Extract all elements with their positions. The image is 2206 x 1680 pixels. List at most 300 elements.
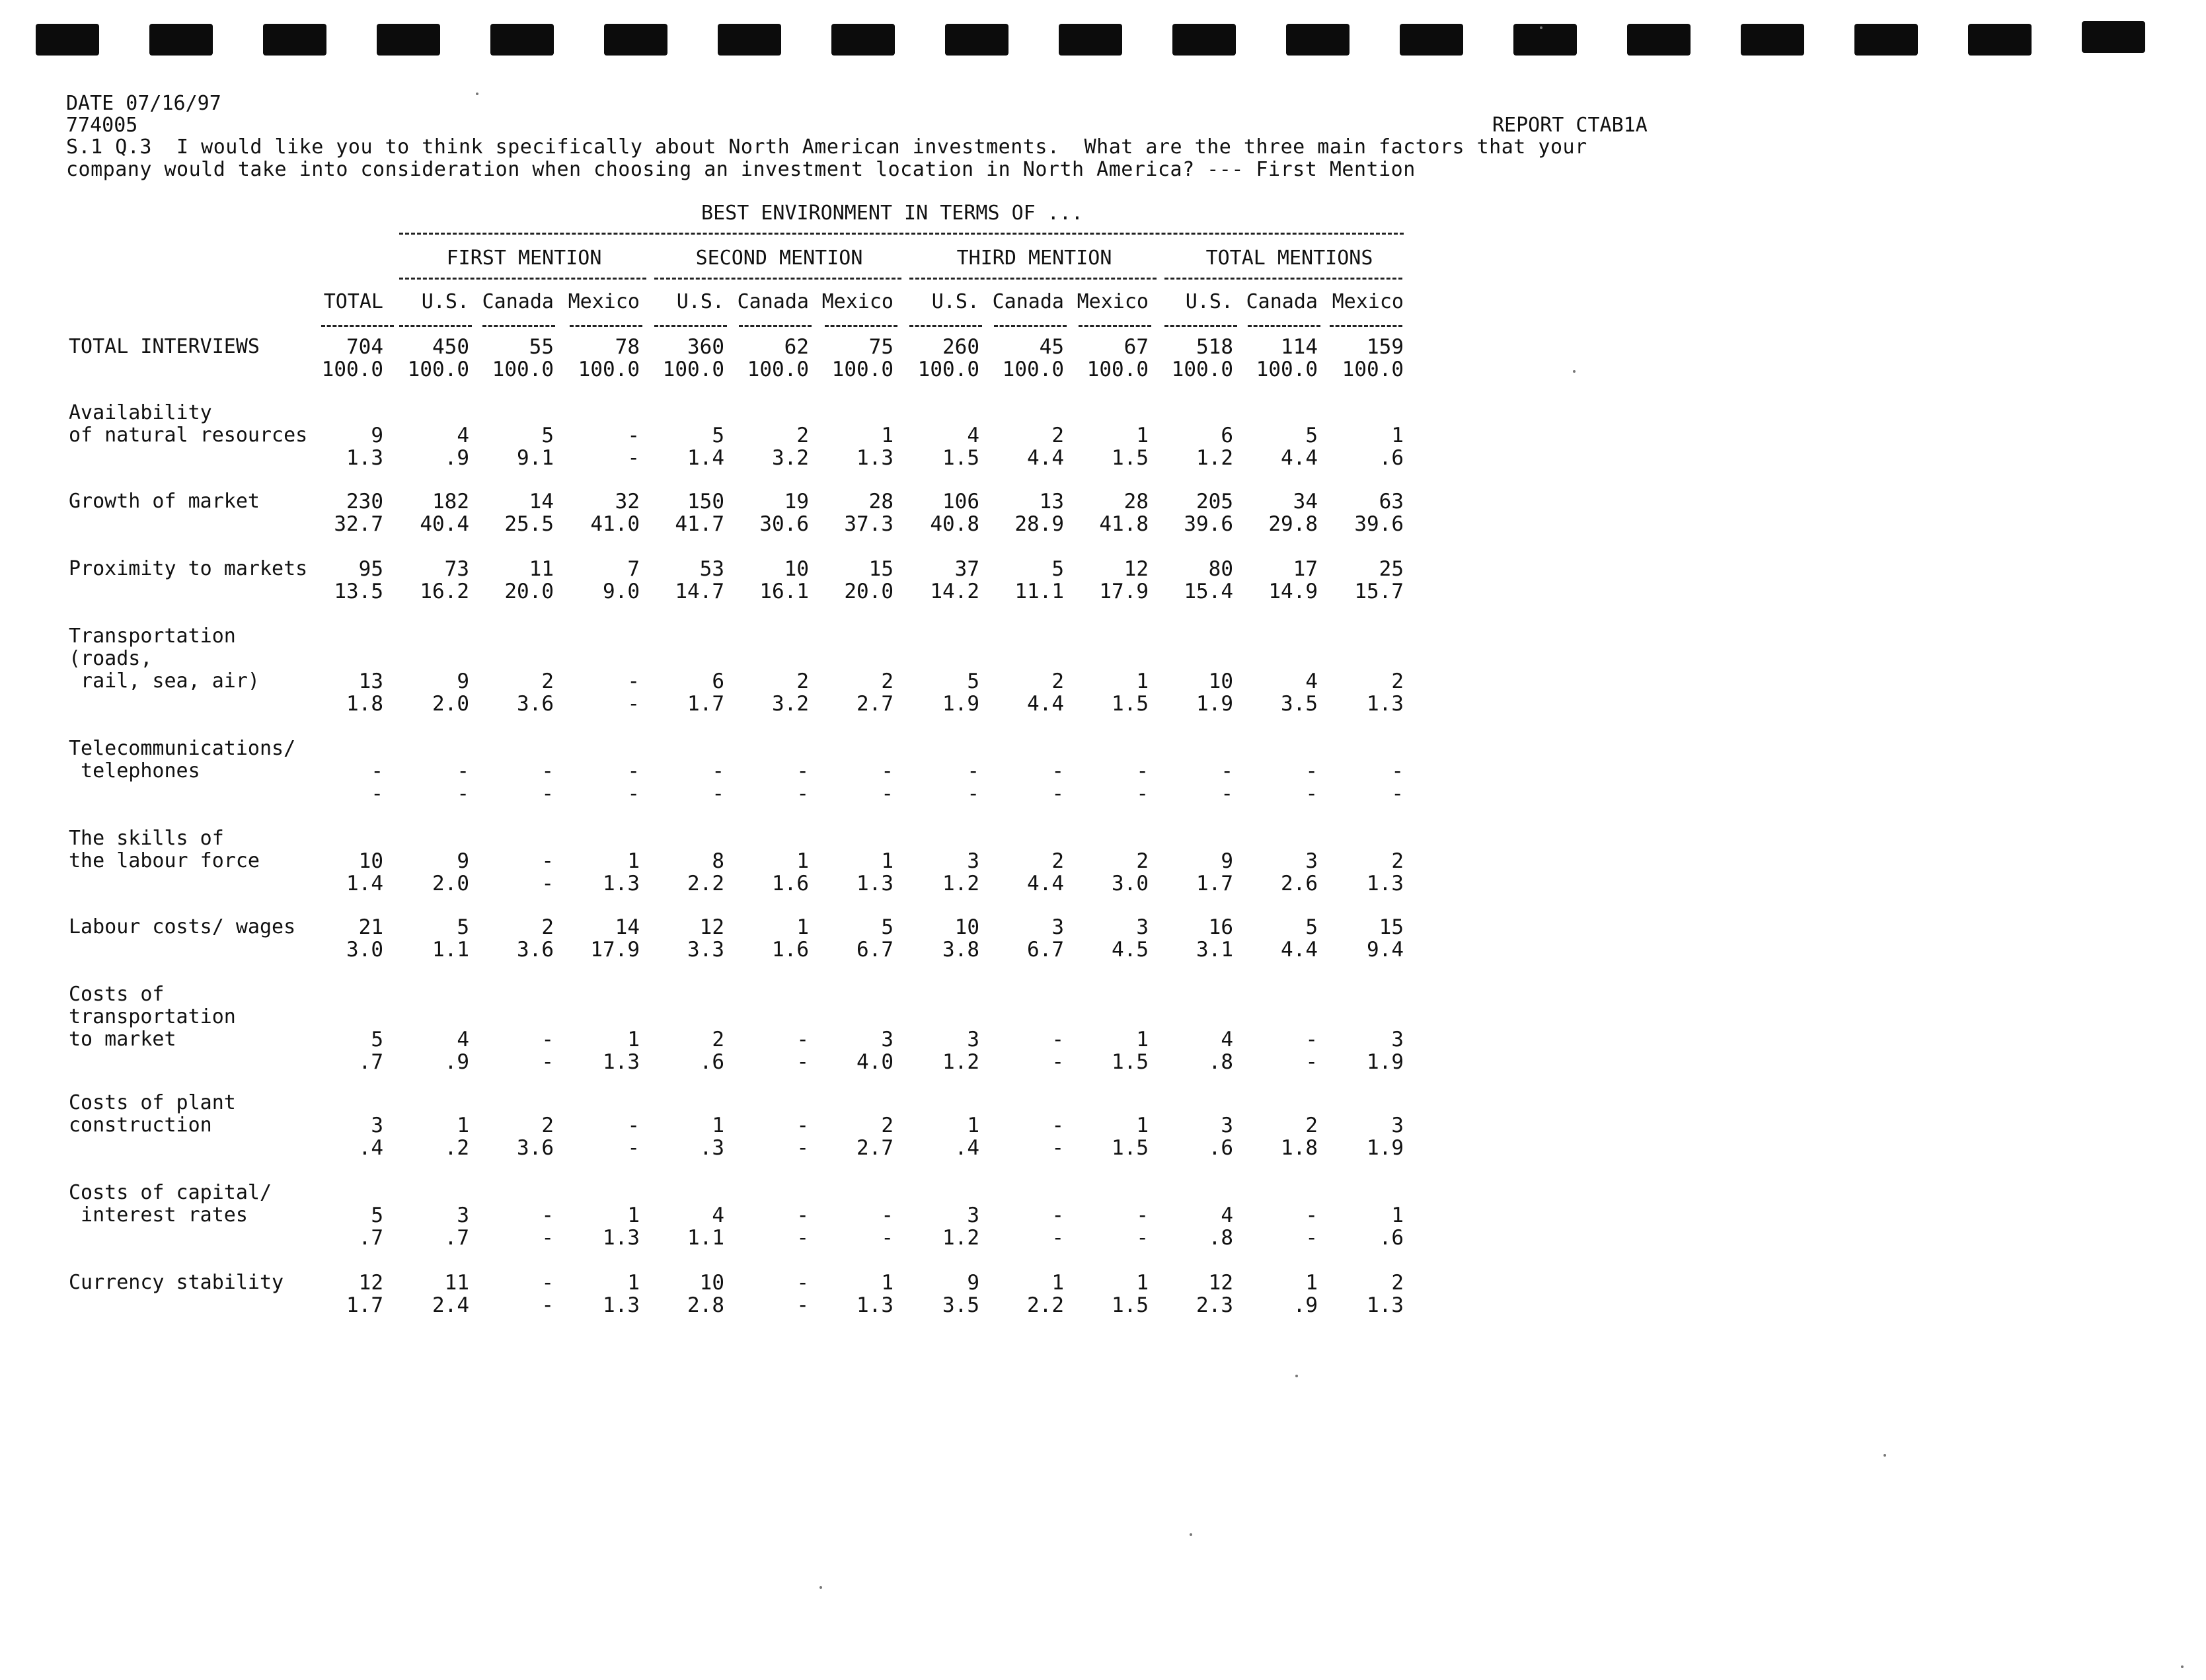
cell-count: 13 xyxy=(1039,490,1064,514)
cell-percent: 2.2 xyxy=(1027,1293,1064,1317)
col-header-canada: Canada xyxy=(1246,290,1318,313)
cell-percent: 1.4 xyxy=(687,446,724,470)
cell-count: 1 xyxy=(1136,1271,1149,1295)
cell-percent: 1.2 xyxy=(1196,446,1233,470)
cell-percent: 100.0 xyxy=(831,358,894,381)
perforation-hole xyxy=(945,24,1008,56)
column-underline xyxy=(570,325,642,327)
cell-percent: 2.3 xyxy=(1196,1293,1233,1317)
row-label: telephones xyxy=(69,759,200,783)
cell-count: - xyxy=(1391,759,1404,783)
cell-percent: 17.9 xyxy=(1099,580,1149,603)
cell-percent: 1.3 xyxy=(856,1293,894,1317)
cell-count: 3 xyxy=(1305,849,1318,873)
cell-count: 28 xyxy=(1123,490,1149,514)
cell-percent: 3.0 xyxy=(1112,872,1149,896)
cell-count: 1 xyxy=(967,1114,979,1137)
cell-percent: 100.0 xyxy=(1171,358,1233,381)
cell-percent: 3.5 xyxy=(1281,692,1318,716)
perforation-hole xyxy=(1741,24,1804,56)
cell-count: 150 xyxy=(687,490,724,514)
table-cell xyxy=(1298,490,1404,535)
cell-percent: 29.8 xyxy=(1268,512,1318,536)
cell-percent: - xyxy=(627,782,640,806)
group-third-mention: THIRD MENTION xyxy=(956,247,1112,270)
scan-speck xyxy=(2181,1665,2184,1668)
cell-count: 5 xyxy=(457,915,469,939)
cell-percent: .6 xyxy=(1379,446,1404,470)
cell-count: 4 xyxy=(1305,669,1318,693)
row-label: (roads, xyxy=(69,647,153,670)
table-cell xyxy=(1298,336,1404,381)
cell-percent: 20.0 xyxy=(844,580,894,603)
cell-count: 2 xyxy=(1136,849,1149,873)
cell-percent: 1.5 xyxy=(942,446,979,470)
cell-count: 9 xyxy=(457,669,469,693)
scan-speck xyxy=(1573,370,1576,373)
cell-percent: 4.4 xyxy=(1281,446,1318,470)
cell-count: 2 xyxy=(1051,849,1064,873)
cell-count: 3 xyxy=(1136,915,1149,939)
cell-count: 5 xyxy=(541,424,554,447)
cell-count: 62 xyxy=(784,335,809,359)
cell-percent: 1.9 xyxy=(942,692,979,716)
cell-count: 3 xyxy=(1051,915,1064,939)
cell-percent: 1.3 xyxy=(603,872,640,896)
table-cell xyxy=(1298,670,1404,715)
cell-percent: .4 xyxy=(358,1136,383,1160)
cell-count: 5 xyxy=(881,915,894,939)
cell-count: - xyxy=(1305,759,1318,783)
group-rule-total xyxy=(1164,278,1402,280)
cell-percent: 1.3 xyxy=(603,1050,640,1074)
cell-count: 182 xyxy=(432,490,469,514)
cell-count: 2 xyxy=(881,1114,894,1137)
cell-count: - xyxy=(796,1028,809,1051)
cell-count: 1 xyxy=(627,1028,640,1051)
cell-count: 10 xyxy=(699,1271,724,1295)
cell-percent: 1.3 xyxy=(856,872,894,896)
cell-percent: 2.7 xyxy=(856,692,894,716)
cell-percent: 100.0 xyxy=(1086,358,1149,381)
cell-percent: 2.2 xyxy=(687,872,724,896)
cell-percent: 4.5 xyxy=(1112,938,1149,962)
cell-count: 3 xyxy=(881,1028,894,1051)
cell-percent: - xyxy=(1305,1226,1318,1250)
cell-count: - xyxy=(541,1203,554,1227)
cell-percent: 100.0 xyxy=(917,358,979,381)
perforation-hole xyxy=(1400,24,1463,56)
cell-count: 5 xyxy=(1305,424,1318,447)
row-label: construction xyxy=(69,1114,212,1137)
cell-percent: 100.0 xyxy=(321,358,383,381)
cell-percent: - xyxy=(371,782,383,806)
col-header-mexico: Mexico xyxy=(1332,290,1404,313)
cell-percent: 1.7 xyxy=(346,1293,383,1317)
cell-count: 260 xyxy=(942,335,979,359)
cell-percent: 1.9 xyxy=(1367,1136,1404,1160)
cell-count: 1 xyxy=(1391,424,1404,447)
row-label: Proximity to markets xyxy=(69,557,308,580)
cell-count: 4 xyxy=(457,1028,469,1051)
cell-count: - xyxy=(1136,759,1149,783)
cell-count: 32 xyxy=(615,490,640,514)
scan-speck xyxy=(819,1586,822,1589)
cell-count: 4 xyxy=(967,424,979,447)
question-text-line-2: company would take into consideration when choosing an investment location in North America? --- First Mention xyxy=(66,158,1416,181)
cell-percent: 1.2 xyxy=(942,872,979,896)
cell-count: 3 xyxy=(1221,1114,1233,1137)
perforation-hole xyxy=(604,24,667,56)
cell-count: 73 xyxy=(444,557,469,581)
cell-percent: 2.0 xyxy=(432,872,469,896)
cell-count: 15 xyxy=(868,557,894,581)
cell-count: 2 xyxy=(541,1114,554,1137)
cell-count: - xyxy=(627,424,640,447)
cell-percent: - xyxy=(796,1293,809,1317)
cell-count: 1 xyxy=(627,1203,640,1227)
cell-count: 2 xyxy=(1051,669,1064,693)
cell-percent: 1.5 xyxy=(1112,446,1149,470)
cell-count: 10 xyxy=(784,557,809,581)
cell-percent: 1.6 xyxy=(772,872,809,896)
cell-percent: - xyxy=(796,1226,809,1250)
perforation-hole xyxy=(1627,24,1691,56)
cell-percent: 1.5 xyxy=(1112,692,1149,716)
cell-percent: 1.6 xyxy=(772,938,809,962)
cell-count: - xyxy=(457,759,469,783)
cell-count: 2 xyxy=(1305,1114,1318,1137)
row-label: rail, sea, air) xyxy=(69,669,260,693)
cell-count: 37 xyxy=(954,557,979,581)
cell-count: 4 xyxy=(457,424,469,447)
cell-percent: 4.4 xyxy=(1027,446,1064,470)
perforation-hole xyxy=(1172,24,1236,56)
cell-percent: 41.0 xyxy=(590,512,640,536)
cell-percent: - xyxy=(1305,782,1318,806)
cell-count: - xyxy=(627,1114,640,1137)
cell-percent: 100.0 xyxy=(1256,358,1318,381)
cell-count: 3 xyxy=(371,1114,383,1137)
col-header-us: U.S. xyxy=(676,290,724,313)
row-label: Growth of market xyxy=(69,490,260,513)
cell-count: 2 xyxy=(1391,849,1404,873)
col-header-us: U.S. xyxy=(1185,290,1233,313)
column-underline xyxy=(909,325,982,327)
cell-count: 3 xyxy=(967,1203,979,1227)
cell-percent: 2.0 xyxy=(432,692,469,716)
perforation-hole xyxy=(1968,24,2032,56)
cell-percent: 1.9 xyxy=(1196,692,1233,716)
cell-percent: 1.5 xyxy=(1112,1293,1149,1317)
perforation-hole xyxy=(1059,24,1122,56)
cell-count: 9 xyxy=(967,1271,979,1295)
cell-count: 6 xyxy=(1221,424,1233,447)
cell-percent: 3.2 xyxy=(772,446,809,470)
column-underline xyxy=(1248,325,1320,327)
cell-percent: .4 xyxy=(954,1136,979,1160)
cell-count: 106 xyxy=(942,490,979,514)
cell-count: 3 xyxy=(967,849,979,873)
cell-count: 5 xyxy=(712,424,724,447)
table-cell xyxy=(1298,916,1404,961)
cell-percent: - xyxy=(796,1136,809,1160)
cell-percent: 15.4 xyxy=(1184,580,1233,603)
cell-count: 9 xyxy=(371,424,383,447)
cell-count: 25 xyxy=(1379,557,1404,581)
cell-percent: 40.8 xyxy=(930,512,979,536)
cell-percent: 30.6 xyxy=(759,512,809,536)
cell-percent: .9 xyxy=(444,446,469,470)
row-label: the labour force xyxy=(69,849,260,872)
cell-count: - xyxy=(796,759,809,783)
cell-count: 450 xyxy=(432,335,469,359)
group-rule-second xyxy=(654,278,901,280)
cell-count: 2 xyxy=(796,669,809,693)
cell-count: 2 xyxy=(712,1028,724,1051)
cell-percent: 3.0 xyxy=(346,938,383,962)
cell-percent: 1.9 xyxy=(1367,1050,1404,1074)
cell-percent: 2.4 xyxy=(432,1293,469,1317)
cell-percent: - xyxy=(541,782,554,806)
cell-count: 230 xyxy=(346,490,383,514)
cell-percent: 1.1 xyxy=(432,938,469,962)
cell-count: 4 xyxy=(1221,1028,1233,1051)
cell-percent: - xyxy=(967,782,979,806)
cell-percent: - xyxy=(1305,1050,1318,1074)
cell-percent: 100.0 xyxy=(747,358,809,381)
cell-count: 1 xyxy=(1136,1028,1149,1051)
cell-percent: .7 xyxy=(358,1050,383,1074)
cell-count: - xyxy=(541,1271,554,1295)
cell-percent: .7 xyxy=(444,1226,469,1250)
cell-count: - xyxy=(967,759,979,783)
cell-percent: .9 xyxy=(1293,1293,1318,1317)
cell-count: 1 xyxy=(1136,1114,1149,1137)
cell-percent: - xyxy=(1051,1136,1064,1160)
cell-count: - xyxy=(627,759,640,783)
perforation-hole xyxy=(149,24,213,56)
cell-count: 1 xyxy=(1136,424,1149,447)
cell-percent: .3 xyxy=(699,1136,724,1160)
cell-count: 11 xyxy=(529,557,554,581)
cell-count: 34 xyxy=(1293,490,1318,514)
cell-percent: 100.0 xyxy=(1002,358,1064,381)
cell-percent: 41.8 xyxy=(1099,512,1149,536)
cell-percent: - xyxy=(457,782,469,806)
cell-percent: - xyxy=(796,782,809,806)
perforation-strip xyxy=(0,0,2206,73)
cell-count: 95 xyxy=(358,557,383,581)
cell-percent: 1.3 xyxy=(603,1226,640,1250)
cell-count: 14 xyxy=(615,915,640,939)
cell-count: 1 xyxy=(1136,669,1149,693)
cell-percent: 32.7 xyxy=(334,512,383,536)
table-cell xyxy=(1298,558,1404,603)
cell-percent: 14.9 xyxy=(1268,580,1318,603)
cell-count: 3 xyxy=(457,1203,469,1227)
col-header-total: TOTAL xyxy=(323,290,383,313)
cell-count: 2 xyxy=(1051,424,1064,447)
cell-count: 518 xyxy=(1196,335,1233,359)
cell-count: 13 xyxy=(358,669,383,693)
cell-percent: 3.6 xyxy=(517,938,554,962)
question-text-line-1: S.1 Q.3 I would like you to think specifically about North American investments. What are the three main factors that your xyxy=(66,135,1587,159)
scan-speck xyxy=(1540,26,1542,29)
cell-count: 2 xyxy=(796,424,809,447)
cell-percent: 11.1 xyxy=(1014,580,1064,603)
table-cell xyxy=(1298,424,1404,469)
cell-percent: .6 xyxy=(1379,1226,1404,1250)
cell-count: 159 xyxy=(1367,335,1404,359)
cell-percent: 2.8 xyxy=(687,1293,724,1317)
column-underline xyxy=(739,325,812,327)
table-cell xyxy=(1298,1028,1404,1073)
cell-percent: 100.0 xyxy=(1342,358,1404,381)
cell-count: 11 xyxy=(444,1271,469,1295)
perforation-hole xyxy=(36,24,99,56)
perforation-hole xyxy=(263,24,326,56)
cell-percent: .8 xyxy=(1208,1226,1233,1250)
cell-count: 704 xyxy=(346,335,383,359)
cell-percent: 20.0 xyxy=(504,580,554,603)
cell-count: - xyxy=(1051,1028,1064,1051)
cell-percent: 6.7 xyxy=(1027,938,1064,962)
cell-percent: 1.3 xyxy=(1367,1293,1404,1317)
cell-count: 7 xyxy=(627,557,640,581)
cell-percent: - xyxy=(1051,1050,1064,1074)
cell-percent: 13.5 xyxy=(334,580,383,603)
perforation-hole xyxy=(2082,21,2145,53)
report-date: DATE 07/16/97 xyxy=(66,92,221,115)
scan-speck xyxy=(1295,1375,1298,1377)
cell-percent: - xyxy=(881,1226,894,1250)
cell-percent: 1.8 xyxy=(346,692,383,716)
perforation-hole xyxy=(718,24,781,56)
cell-percent: - xyxy=(1391,782,1404,806)
cell-count: 5 xyxy=(967,669,979,693)
table-cell xyxy=(1298,1204,1404,1249)
col-header-us: U.S. xyxy=(931,290,979,313)
cell-percent: - xyxy=(1136,782,1149,806)
cell-count: 3 xyxy=(967,1028,979,1051)
banner-rule xyxy=(399,233,1404,235)
cell-count: 1 xyxy=(627,1271,640,1295)
report-id: REPORT CTAB1A xyxy=(1492,114,1648,137)
cell-count: 12 xyxy=(699,915,724,939)
cell-percent: 14.7 xyxy=(675,580,724,603)
cell-count: 14 xyxy=(529,490,554,514)
cell-count: - xyxy=(1051,759,1064,783)
col-header-mexico: Mexico xyxy=(1077,290,1149,313)
cell-count: 5 xyxy=(1305,915,1318,939)
cell-percent: - xyxy=(1051,782,1064,806)
table-cell xyxy=(1298,1114,1404,1159)
cell-percent: .2 xyxy=(444,1136,469,1160)
cell-count: 4 xyxy=(712,1203,724,1227)
cell-percent: 1.3 xyxy=(1367,872,1404,896)
cell-percent: 3.3 xyxy=(687,938,724,962)
cell-count: - xyxy=(1305,1028,1318,1051)
cell-count: - xyxy=(371,759,383,783)
cell-percent: 3.2 xyxy=(772,692,809,716)
cell-count: 1 xyxy=(712,1114,724,1137)
cell-count: 9 xyxy=(457,849,469,873)
cell-count: 3 xyxy=(1391,1114,1404,1137)
cell-percent: - xyxy=(541,1226,554,1250)
scan-speck xyxy=(1190,1533,1192,1536)
cell-percent: - xyxy=(627,1136,640,1160)
cell-percent: 4.4 xyxy=(1027,692,1064,716)
cell-percent: 9.4 xyxy=(1367,938,1404,962)
cell-percent: 1.3 xyxy=(856,446,894,470)
cell-count: 6 xyxy=(712,669,724,693)
cell-count: 5 xyxy=(371,1203,383,1227)
cell-count: 5 xyxy=(371,1028,383,1051)
cell-count: 2 xyxy=(1391,1271,1404,1295)
cell-count: - xyxy=(881,759,894,783)
column-underline xyxy=(482,325,555,327)
group-total-mentions: TOTAL MENTIONS xyxy=(1205,247,1373,270)
column-underline xyxy=(994,325,1067,327)
cell-percent: - xyxy=(627,692,640,716)
row-label: transportation xyxy=(69,1005,236,1028)
cell-percent: 2.6 xyxy=(1281,872,1318,896)
cell-percent: 1.4 xyxy=(346,872,383,896)
cell-percent: 9.0 xyxy=(603,580,640,603)
cell-count: 53 xyxy=(699,557,724,581)
cell-count: - xyxy=(541,849,554,873)
perforation-hole xyxy=(490,24,554,56)
cell-count: 28 xyxy=(868,490,894,514)
cell-percent: 1.8 xyxy=(1281,1136,1318,1160)
cell-percent: 40.4 xyxy=(420,512,469,536)
row-label: Costs of capital/ xyxy=(69,1181,272,1204)
cell-percent: .6 xyxy=(1208,1136,1233,1160)
row-label: TOTAL INTERVIEWS xyxy=(69,335,260,358)
cell-percent: 1.7 xyxy=(1196,872,1233,896)
cell-percent: 28.9 xyxy=(1014,512,1064,536)
row-label: Transportation xyxy=(69,625,236,648)
perforation-hole xyxy=(377,24,440,56)
cell-count: 55 xyxy=(529,335,554,359)
cell-count: 1 xyxy=(796,915,809,939)
cell-count: 2 xyxy=(541,669,554,693)
cell-count: - xyxy=(541,759,554,783)
group-first-mention: FIRST MENTION xyxy=(446,247,602,270)
column-underline xyxy=(321,325,394,327)
cell-count: 360 xyxy=(687,335,724,359)
cell-count: 1 xyxy=(1051,1271,1064,1295)
cell-count: 8 xyxy=(712,849,724,873)
cell-percent: 4.4 xyxy=(1281,938,1318,962)
banner-title: BEST ENVIRONMENT IN TERMS OF ... xyxy=(701,202,1083,225)
cell-count: 1 xyxy=(881,424,894,447)
column-underline xyxy=(1164,325,1237,327)
row-label: interest rates xyxy=(69,1203,248,1227)
cell-percent: - xyxy=(1051,1226,1064,1250)
cell-count: 15 xyxy=(1379,915,1404,939)
col-header-canada: Canada xyxy=(482,290,554,313)
cell-count: 4 xyxy=(1221,1203,1233,1227)
cell-percent: 1.2 xyxy=(942,1226,979,1250)
cell-percent: .8 xyxy=(1208,1050,1233,1074)
perforation-hole xyxy=(1854,24,1918,56)
cell-percent: .9 xyxy=(444,1050,469,1074)
cell-percent: .7 xyxy=(358,1226,383,1250)
cell-count: - xyxy=(627,669,640,693)
row-label: Telecommunications/ xyxy=(69,737,296,760)
